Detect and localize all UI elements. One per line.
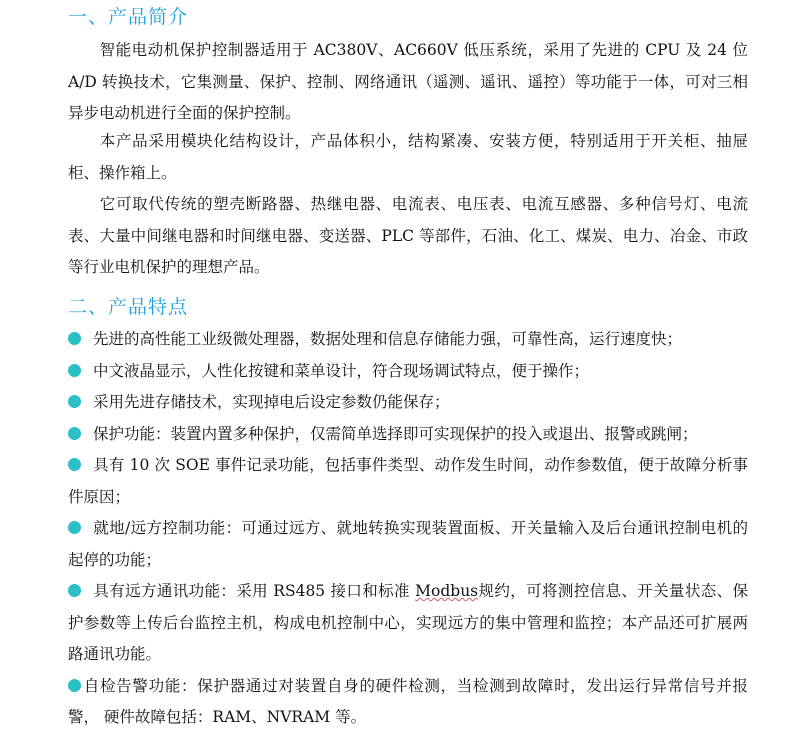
intro-paragraph-text: 智能电动机保护控制器适用于 AC380V、AC660V 低压系统，采用了先进的 CPU 及 24 位 A/D 转换技术，它集测量、保护、控制、网络通讯（遥测、遥讯、遥控）等功能于一体，可对三相异步电动机进行全面的保护控制。 xyxy=(68,41,748,122)
feature-text-before: 具有远方通讯功能：采用 RS485 接口和标准 xyxy=(93,582,416,600)
bullet-dot-icon xyxy=(68,427,81,440)
bullet-dot-icon xyxy=(68,458,81,471)
feature-item xyxy=(68,324,748,356)
feature-text-after: 规约，可将测控信息、开关量状态、保护参数等上传后台监控主机，构成电机控制中心，实现远方的集中管理和监控；本产品还可扩展两路通讯功能。 xyxy=(68,582,748,663)
bullet-dot-icon xyxy=(68,332,81,345)
feature-text: 自检告警功能：保护器通过对装置自身的硬件检测，当检测到故障时，发出运行异常信号并报警， 硬件故障包括：RAM、NVRAM 等。 xyxy=(68,676,748,726)
feature-text: 中文液晶显示，人性化按键和菜单设计，符合现场调试特点，便于操作； xyxy=(93,361,590,380)
intro-paragraph-text: 本产品采用模块化结构设计，产品体积小，结构紧凑、安装方便，特别适用于开关柜、抽屉柜、操作箱上。 xyxy=(68,132,748,182)
bullet-dot-icon xyxy=(68,395,81,408)
bullet-dot-icon xyxy=(68,584,81,597)
section-heading-intro: 一、产品简介 xyxy=(68,6,189,28)
feature-text: 采用先进存储技术，实现掉电后设定参数仍能保存； xyxy=(93,393,450,411)
feature-item xyxy=(68,671,748,734)
section-heading-features: 二、产品特点 xyxy=(68,296,189,318)
bullet-dot-icon xyxy=(68,364,81,377)
feature-text: 先进的高性能工业级微处理器，数据处理和信息存储能力强，可靠性高，运行速度快； xyxy=(93,330,683,348)
intro-paragraph xyxy=(68,35,748,130)
intro-paragraph xyxy=(68,189,748,284)
feature-text: 就地/远方控制功能：可通过远方、就地转换实现装置面板、开关量输入及后台通讯控制电机的起停的功能； xyxy=(68,519,748,569)
bullet-dot-icon xyxy=(68,679,81,692)
feature-item xyxy=(68,419,748,451)
feature-item xyxy=(68,513,748,576)
feature-item xyxy=(68,387,748,419)
bullet-dot-icon xyxy=(68,521,81,534)
feature-item xyxy=(68,450,748,513)
intro-paragraph xyxy=(68,126,748,189)
feature-text: 具有 10 次 SOE 事件记录功能，包括事件类型、动作发生时间，动作参数值，便于故障分析事件原因； xyxy=(68,456,748,506)
feature-list xyxy=(68,324,748,734)
modbus-term: Modbus xyxy=(415,582,479,600)
feature-item xyxy=(68,356,748,388)
feature-text: 保护功能：装置内置多种保护，仅需简单选择即可实现保护的投入或退出、报警或跳闸； xyxy=(93,424,698,443)
intro-paragraph-text: 它可取代传统的塑壳断路器、热继电器、电流表、电压表、电流互感器、多种信号灯、电流表、大量中间继电器和时间继电器、变送器、PLC 等部件，石油、化工、煤炭、电力、冶金、市政等行业电机保护的理想产品。 xyxy=(68,195,748,276)
feature-item xyxy=(68,576,748,671)
